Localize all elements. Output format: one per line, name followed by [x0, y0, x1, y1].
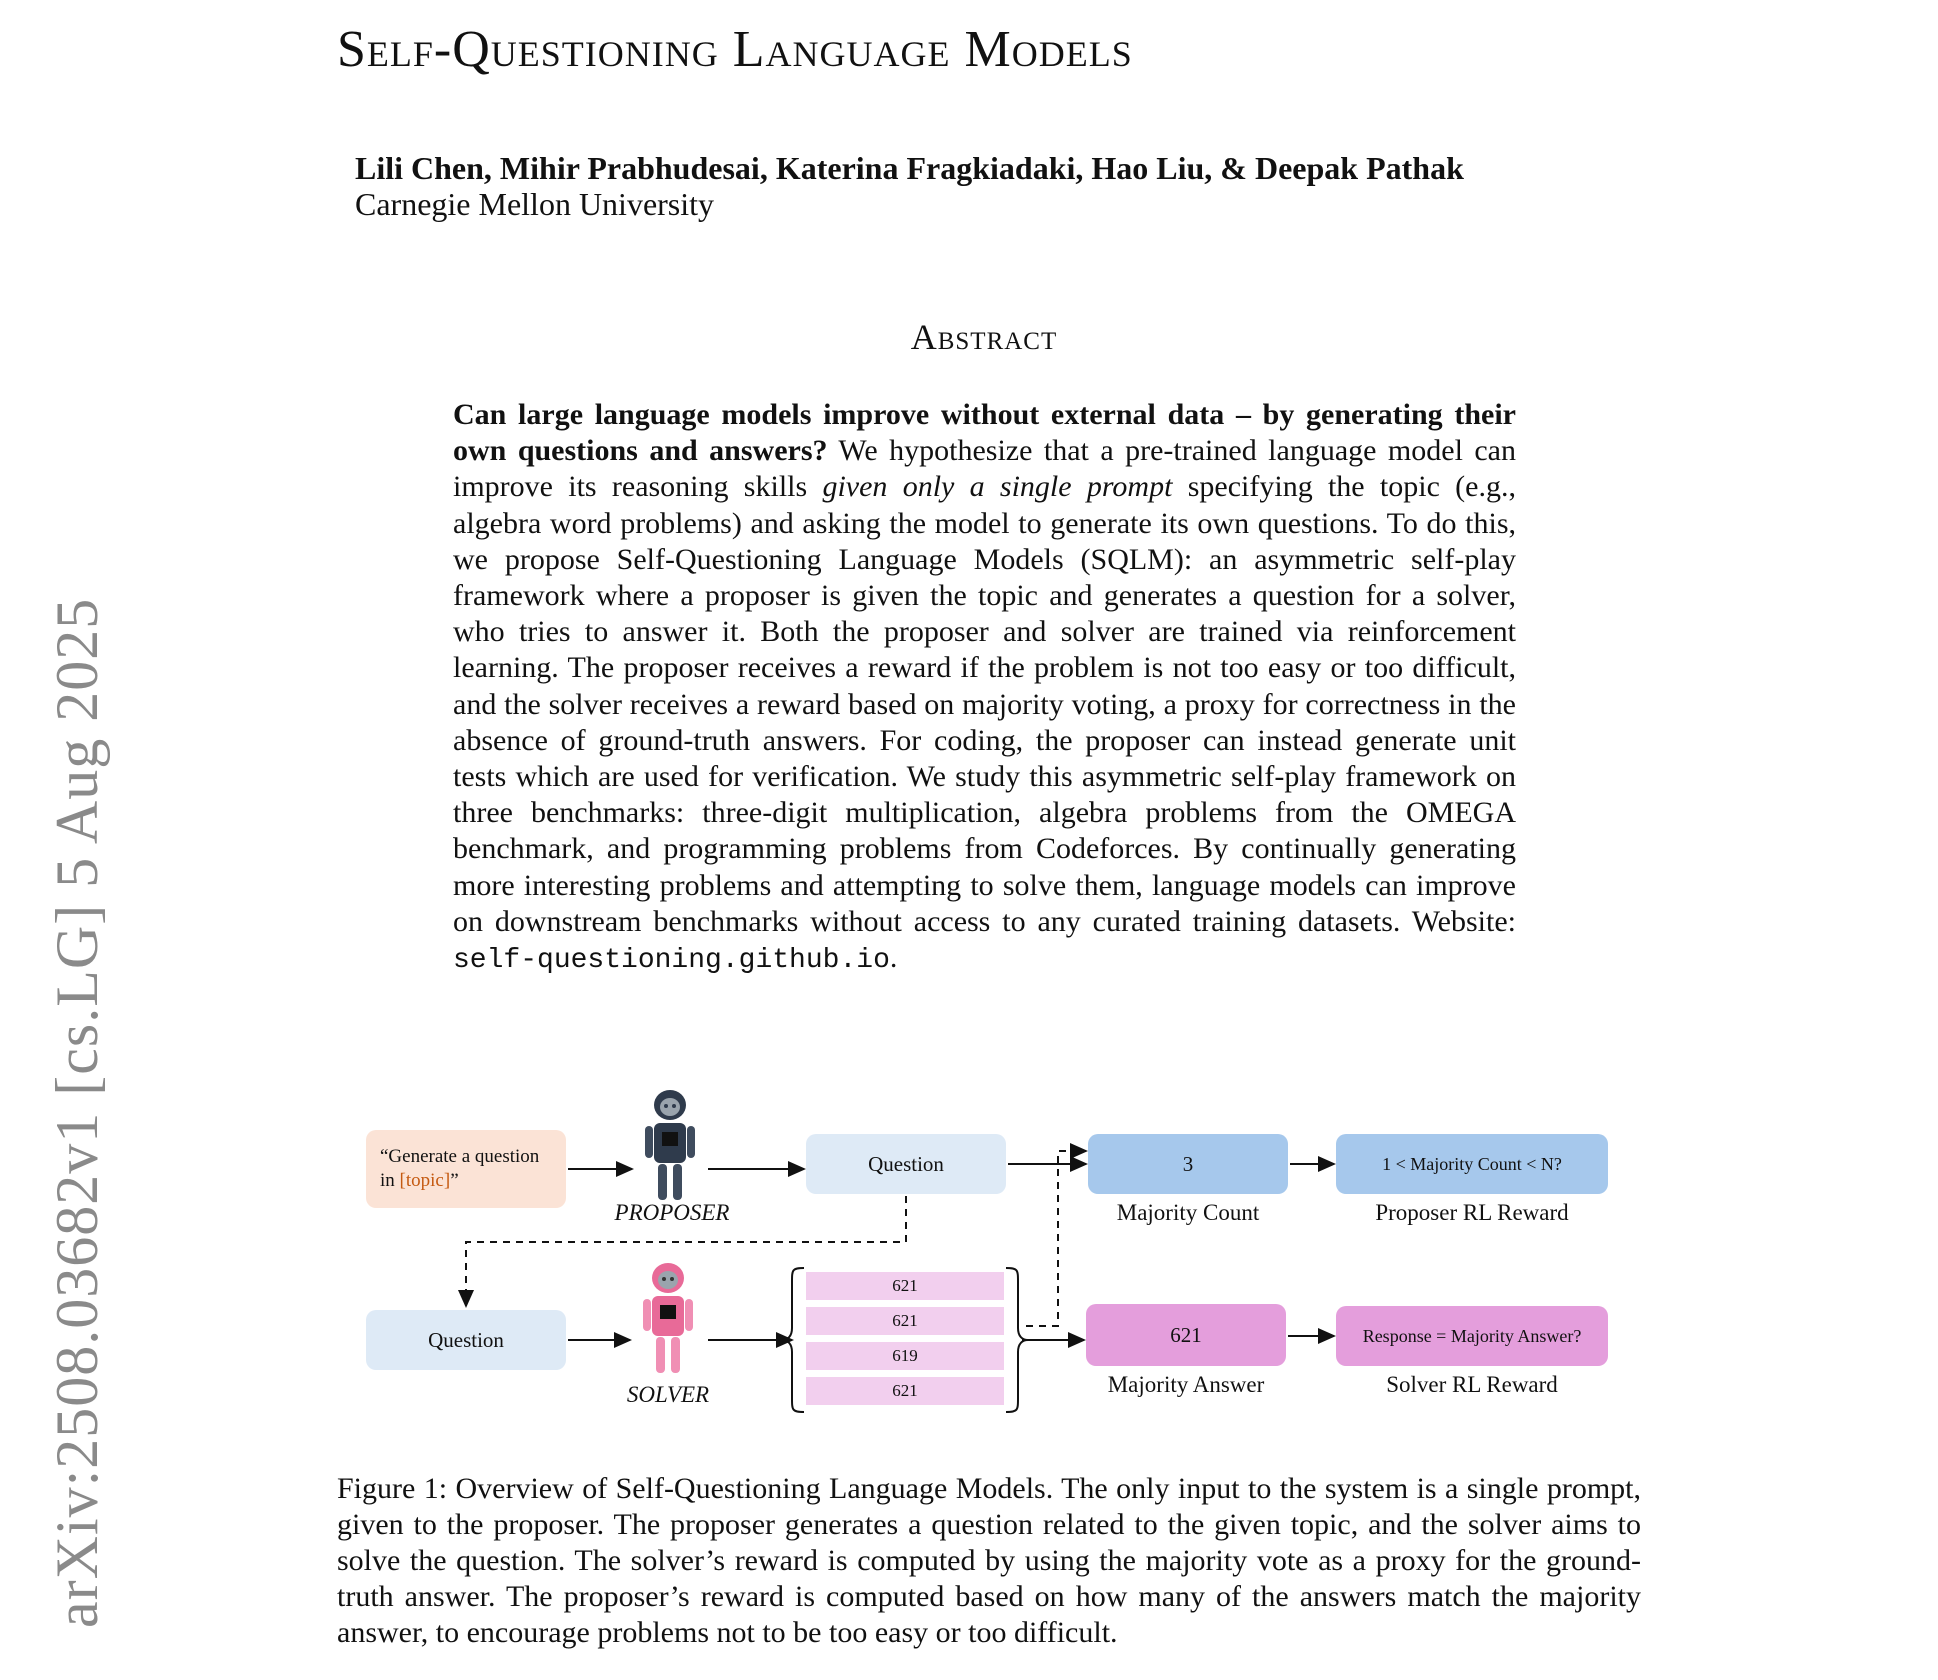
abstract-emphasis: given only a single prompt: [822, 470, 1173, 504]
abstract-lead: Can large language models improve without external data – by generating their own questions and answers?: [453, 398, 1516, 468]
website-link[interactable]: self-questioning.github.io: [453, 945, 890, 977]
prompt-topic: [topic]: [399, 1170, 451, 1191]
sample-answer-4: 621: [806, 1377, 1004, 1405]
abstract-text-2: specifying the topic (e.g., algebra word problems) and asking the model to generate its own questions. To do this, we propose Self-Questioning Language Models (SQLM): an asymmetric self-play framework where a proposer is given the topic and generates a question for a solver, who tries to answer it. Both the proposer and solver are trained via reinforcement learning. The proposer receives a reward if the problem is not too easy or too difficult, and the solver receives a reward based on majority voting, a proxy for correctness in the absence of ground-truth answers. For coding, the proposer can instead generate unit tests which are used for verification. We study this asymmetric self-play framework on three benchmarks: three-digit multiplication, algebra problems from the OMEGA benchmark, and programming problems from Codeforces. By continually generating more interesting problems and attempting to solve them, language models can improve on downstream benchmarks without access to any curated training datasets. Website:: [453, 470, 1516, 938]
paper-title: Self-Questioning Language Models: [337, 21, 1133, 78]
solver-reward-label: Solver RL Reward: [1386, 1372, 1558, 1397]
abstract-text-1: We hypothesize that a pre-trained language model can improve its reasoning skills: [453, 434, 1517, 504]
proposer-label: PROPOSER: [614, 1200, 730, 1225]
arxiv-identifier: arXiv:2508.03682v1 [cs.LG] 5 Aug 2025: [44, 597, 110, 1628]
majority-answer-box: 621: [1086, 1304, 1286, 1366]
dashed-samples-to-count: [1026, 1151, 1086, 1326]
abstract-body: [453, 397, 1516, 979]
abstract-end: .: [889, 941, 898, 975]
figure-caption: Figure 1: Overview of Self-Questioning Language Models. The only input to the system is a single prompt, given to the proposer. The proposer generates a question related to the given topic, and the solver aims to solve the question. The solver’s reward is computed by using the majority vote as a proxy for the ground-truth answer. The proposer’s reward is computed based on how many of the answers match the majority answer, to encourage problems not to be too easy or too difficult.: [337, 1472, 1641, 1649]
majority-answer-label: Majority Answer: [1107, 1372, 1265, 1397]
right-brace: [1006, 1268, 1028, 1412]
prompt-box: [366, 1130, 566, 1208]
prompt-prefix: “Generate a question in: [380, 1146, 540, 1191]
abstract-heading: Abstract: [910, 317, 1058, 357]
proposer-reward-label: Proposer RL Reward: [1375, 1200, 1569, 1225]
question-box-solver: Question: [366, 1310, 566, 1370]
sample-answer-2: 621: [806, 1307, 1004, 1335]
solver-label: SOLVER: [626, 1382, 710, 1407]
solver-robot-icon: [643, 1263, 693, 1373]
affiliation: Carnegie Mellon University: [355, 186, 715, 222]
left-brace: [782, 1268, 804, 1412]
question-box-proposer: Question: [806, 1134, 1006, 1194]
prompt-text: [380, 1145, 552, 1193]
majority-count-box: 3: [1088, 1134, 1288, 1194]
solver-reward-box: Response = Majority Answer?: [1336, 1306, 1608, 1366]
prompt-suffix: ”: [450, 1170, 459, 1191]
sample-answer-3: 619: [806, 1342, 1004, 1370]
proposer-robot-icon: [645, 1090, 695, 1200]
majority-count-label: Majority Count: [1116, 1200, 1260, 1225]
sample-answer-1: 621: [806, 1272, 1004, 1300]
author-list: Lili Chen, Mihir Prabhudesai, Katerina Fragkiadaki, Hao Liu, & Deepak Pathak: [355, 150, 1464, 186]
figure-1-diagram: [340, 1082, 1640, 1422]
proposer-reward-box: 1 < Majority Count < N?: [1336, 1134, 1608, 1194]
